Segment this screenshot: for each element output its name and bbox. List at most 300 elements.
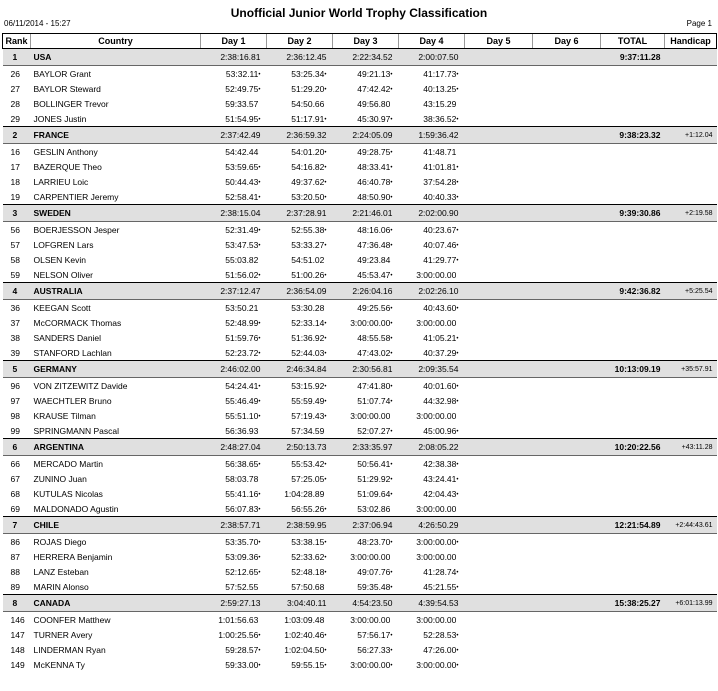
- rider-day5: [465, 534, 533, 550]
- rider-total: [601, 300, 665, 316]
- rider-time: 56:27.33: [357, 644, 391, 655]
- rider-day5: [465, 501, 533, 517]
- rider-number: 28: [10, 98, 20, 109]
- counting-time-marker-icon: •: [390, 569, 393, 576]
- rider-time: 40:23.67: [423, 224, 457, 235]
- rider-time: 53:38.15: [291, 536, 325, 547]
- counting-time-marker-icon: •: [456, 242, 459, 249]
- rider-name: LOFGREN Lars: [33, 239, 94, 250]
- nation-total: 9:38:23.32: [601, 127, 665, 144]
- rider-day6: [533, 378, 601, 394]
- rider-day-time: [399, 501, 465, 517]
- rider-day6: [533, 408, 601, 423]
- rider-row: [3, 456, 717, 472]
- rider-number: 27: [10, 83, 20, 94]
- rider-day-time: [333, 534, 399, 550]
- counting-time-marker-icon: •: [324, 320, 327, 327]
- rider-number: 69: [10, 503, 20, 514]
- rider-total: [601, 471, 665, 486]
- rider-number: 99: [10, 425, 20, 436]
- rider-row: [3, 564, 717, 579]
- counting-time-marker-icon: •: [324, 569, 327, 576]
- rider-time: 52:58.41: [225, 191, 259, 202]
- rider-number: 56: [10, 224, 20, 235]
- rider-handicap: [665, 159, 717, 174]
- rider-time: 47:26.00: [423, 644, 457, 655]
- counting-time-marker-icon: •: [324, 86, 327, 93]
- counting-time-marker-icon: •: [390, 632, 393, 639]
- nation-handicap: +35:57.91: [665, 361, 717, 378]
- rider-day5: [465, 612, 533, 628]
- rider-time: 43:24.41: [423, 473, 457, 484]
- rider-handicap: [665, 96, 717, 111]
- rider-day6: [533, 159, 601, 174]
- nation-name: AUSTRALIA: [31, 283, 201, 300]
- rider-time: 3:00:00.00: [350, 614, 391, 625]
- nation-day-time: 2:36:54.09: [267, 283, 333, 300]
- rider-day-time: [267, 423, 333, 439]
- nation-day6: [533, 127, 601, 144]
- rider-time: 59:33.57: [225, 98, 259, 109]
- nation-name: FRANCE: [31, 127, 201, 144]
- rider-handicap: [665, 657, 717, 672]
- rider-number: 88: [10, 566, 20, 577]
- header-row: [3, 34, 717, 49]
- rider-name: BOERJESSON Jesper: [33, 224, 120, 235]
- rider-handicap: [665, 315, 717, 330]
- rider-time: 52:55.38: [291, 224, 325, 235]
- rider-total: [601, 111, 665, 127]
- counting-time-marker-icon: •: [324, 242, 327, 249]
- rider-handicap: [665, 237, 717, 252]
- rider-total: [601, 222, 665, 238]
- rider-name: NELSON Oliver: [33, 269, 94, 280]
- rider-time: 59:35.48: [357, 581, 391, 592]
- rider-handicap: [665, 222, 717, 238]
- rider-row: [3, 393, 717, 408]
- nation-total: 12:21:54.89: [601, 517, 665, 534]
- rider-time: 3:00:00.00: [350, 317, 391, 328]
- rider-row: [3, 423, 717, 439]
- rider-day-time: [267, 456, 333, 472]
- rider-number: 66: [10, 458, 20, 469]
- nation-day5: [465, 595, 533, 612]
- counting-time-marker-icon: •: [324, 272, 327, 279]
- rider-day-time: [267, 642, 333, 657]
- counting-time-marker-icon: •: [456, 71, 459, 78]
- rider-day-time: [399, 330, 465, 345]
- counting-time-marker-icon: •: [456, 398, 459, 405]
- rider-day-time: [399, 456, 465, 472]
- nation-day6: [533, 439, 601, 456]
- nation-day5: [465, 361, 533, 378]
- nation-name: SWEDEN: [31, 205, 201, 222]
- rider-day-time: [333, 393, 399, 408]
- rider-row: [3, 345, 717, 361]
- rider-day-time: [399, 345, 465, 361]
- counting-time-marker-icon: •: [258, 194, 261, 201]
- rider-time: 41:29.77: [423, 254, 457, 265]
- rider-time: 45:30.97: [357, 113, 391, 124]
- rider-day6: [533, 627, 601, 642]
- rider-time: 51:29.20: [291, 83, 325, 94]
- nation-day-time: 2:22:34.52: [333, 49, 399, 66]
- rider-day-time: [201, 579, 267, 595]
- rider-day-time: [399, 66, 465, 82]
- nation-handicap: [665, 49, 717, 66]
- rider-time: 54:24.41: [225, 380, 259, 391]
- rider-day5: [465, 315, 533, 330]
- rider-number: 68: [10, 488, 20, 499]
- rider-number: 89: [10, 581, 20, 592]
- rider-row: [3, 96, 717, 111]
- rider-name: SPRINGMANN Pascal: [33, 425, 119, 436]
- nation-day-time: 2:37:28.91: [267, 205, 333, 222]
- rider-day5: [465, 267, 533, 283]
- counting-time-marker-icon: •: [456, 584, 459, 591]
- rider-day-time: [201, 267, 267, 283]
- rider-row: [3, 330, 717, 345]
- nation-day-time: 2:50:13.73: [267, 439, 333, 456]
- counting-time-marker-icon: •: [390, 179, 393, 186]
- nation-name: CHILE: [31, 517, 201, 534]
- rider-time: 51:00.26: [291, 269, 325, 280]
- counting-time-marker-icon: •: [390, 584, 393, 591]
- counting-time-marker-icon: •: [258, 506, 261, 513]
- rider-day-time: [201, 66, 267, 82]
- nation-day-time: 2:59:27.13: [201, 595, 267, 612]
- rider-day6: [533, 549, 601, 564]
- rider-time: 57:56.17: [357, 629, 391, 640]
- counting-time-marker-icon: •: [456, 116, 459, 123]
- rider-day-time: [333, 471, 399, 486]
- rider-day6: [533, 96, 601, 111]
- rider-day-time: [267, 96, 333, 111]
- rider-day5: [465, 81, 533, 96]
- counting-time-marker-icon: •: [456, 539, 459, 546]
- counting-time-marker-icon: •: [258, 662, 261, 669]
- rider-name: GESLIN Anthony: [33, 146, 98, 157]
- rider-time: 56:07.83: [225, 503, 259, 514]
- rider-day-time: [267, 345, 333, 361]
- rider-day5: [465, 66, 533, 82]
- rider-day-time: [399, 486, 465, 501]
- rider-total: [601, 330, 665, 345]
- rider-handicap: [665, 612, 717, 628]
- rider-day-time: [399, 564, 465, 579]
- rider-day6: [533, 330, 601, 345]
- rider-name: STANFORD Lachlan: [33, 347, 112, 358]
- rider-day-time: [201, 222, 267, 238]
- rider-handicap: [665, 627, 717, 642]
- nation-name: USA: [31, 49, 201, 66]
- counting-time-marker-icon: •: [456, 86, 459, 93]
- counting-time-marker-icon: •: [456, 350, 459, 357]
- rider-number: 96: [10, 380, 20, 391]
- rider-day-time: [333, 189, 399, 205]
- counting-time-marker-icon: •: [456, 569, 459, 576]
- counting-time-marker-icon: •: [390, 476, 393, 483]
- rider-time: 53:33.27: [291, 239, 325, 250]
- rider-day6: [533, 501, 601, 517]
- rider-day-time: [201, 642, 267, 657]
- rider-name: MERCADO Martin: [33, 458, 103, 469]
- rider-number: 97: [10, 395, 20, 406]
- counting-time-marker-icon: •: [390, 461, 393, 468]
- rider-row: [3, 471, 717, 486]
- rider-day-time: [333, 66, 399, 82]
- rider-time: 41:17.73: [423, 68, 457, 79]
- rider-day6: [533, 300, 601, 316]
- counting-time-marker-icon: •: [324, 164, 327, 171]
- counting-time-marker-icon: •: [456, 662, 459, 669]
- rider-day6: [533, 222, 601, 238]
- rider-number: 146: [10, 614, 25, 625]
- nation-day-time: 3:04:40.11: [267, 595, 333, 612]
- rider-day-time: [399, 315, 465, 330]
- rider-row: [3, 627, 717, 642]
- rider-time: 49:07.76: [357, 566, 391, 577]
- rider-time: 54:16.82: [291, 161, 325, 172]
- nation-day5: [465, 49, 533, 66]
- rider-time: 52:33.14: [291, 317, 325, 328]
- rider-row: [3, 642, 717, 657]
- rider-day-time: [333, 222, 399, 238]
- rider-day-time: [267, 174, 333, 189]
- counting-time-marker-icon: •: [390, 539, 393, 546]
- rider-day5: [465, 423, 533, 439]
- rider-handicap: [665, 501, 717, 517]
- rider-time: 41:05.21: [423, 332, 457, 343]
- counting-time-marker-icon: •: [390, 350, 393, 357]
- nation-handicap: +1:12.04: [665, 127, 717, 144]
- counting-time-marker-icon: •: [390, 86, 393, 93]
- rider-number: 86: [10, 536, 20, 547]
- counting-time-marker-icon: •: [258, 320, 261, 327]
- nation-row: [3, 595, 717, 612]
- rider-time: 3:00:00.00: [416, 503, 457, 514]
- rider-day-time: [201, 408, 267, 423]
- rider-time: 48:33.41: [357, 161, 391, 172]
- rider-row: [3, 159, 717, 174]
- rider-name: BAZERQUE Theo: [33, 161, 102, 172]
- nation-day6: [533, 283, 601, 300]
- rider-day-time: [399, 144, 465, 160]
- rider-day-time: [399, 378, 465, 394]
- rider-time: 3:00:00.00: [350, 410, 391, 421]
- rider-total: [601, 657, 665, 672]
- rider-time: 41:01.81: [423, 161, 457, 172]
- rider-day5: [465, 174, 533, 189]
- rider-day5: [465, 627, 533, 642]
- rider-day6: [533, 657, 601, 672]
- rider-time: 53:02.86: [357, 503, 391, 514]
- rider-time: 54:51.02: [291, 254, 325, 265]
- rider-time: 3:00:00.00: [416, 536, 457, 547]
- counting-time-marker-icon: •: [324, 413, 327, 420]
- counting-time-marker-icon: •: [390, 194, 393, 201]
- rider-time: 1:03:09.48: [284, 614, 325, 625]
- rider-total: [601, 642, 665, 657]
- rider-total: [601, 501, 665, 517]
- rider-handicap: [665, 486, 717, 501]
- rider-day-time: [399, 423, 465, 439]
- rider-time: 40:37.29: [423, 347, 457, 358]
- nation-rank: 8: [3, 595, 31, 612]
- rider-day-time: [201, 486, 267, 501]
- rider-time: 52:33.62: [291, 551, 325, 562]
- rider-day6: [533, 456, 601, 472]
- rider-day-time: [333, 627, 399, 642]
- rider-time: 51:54.95: [225, 113, 259, 124]
- nation-day-time: 2:02:00.90: [399, 205, 465, 222]
- nation-day5: [465, 205, 533, 222]
- nation-name: CANADA: [31, 595, 201, 612]
- counting-time-marker-icon: •: [324, 179, 327, 186]
- rider-time: 1:00:25.56: [218, 629, 259, 640]
- rider-time: 52:12.65: [225, 566, 259, 577]
- nation-rank: 3: [3, 205, 31, 222]
- rider-day6: [533, 423, 601, 439]
- rider-day-time: [201, 300, 267, 316]
- nation-row: [3, 205, 717, 222]
- rider-day6: [533, 642, 601, 657]
- rider-day-time: [399, 408, 465, 423]
- rider-time: 3:00:00.00: [416, 317, 457, 328]
- rider-day-time: [267, 66, 333, 82]
- rider-number: 98: [10, 410, 20, 421]
- nation-day-time: 1:59:36.42: [399, 127, 465, 144]
- rider-number: 38: [10, 332, 20, 343]
- col-header-day2: Day 2: [267, 34, 333, 49]
- rider-time: 3:00:00.00: [416, 551, 457, 562]
- rider-row: [3, 378, 717, 394]
- rider-total: [601, 144, 665, 160]
- rider-handicap: [665, 345, 717, 361]
- rider-day5: [465, 330, 533, 345]
- rider-day-time: [267, 237, 333, 252]
- rider-time: 52:28.53: [423, 629, 457, 640]
- rider-row: [3, 612, 717, 628]
- rider-day-time: [333, 549, 399, 564]
- counting-time-marker-icon: •: [390, 227, 393, 234]
- rider-name: CARPENTIER Jeremy: [33, 191, 119, 202]
- nation-handicap: +6:01:13.99: [665, 595, 717, 612]
- counting-time-marker-icon: •: [258, 383, 261, 390]
- counting-time-marker-icon: •: [324, 71, 327, 78]
- rider-number: 18: [10, 176, 20, 187]
- rider-day5: [465, 144, 533, 160]
- nation-day6: [533, 205, 601, 222]
- rider-time: 55:51.10: [225, 410, 259, 421]
- rider-time: 1:01:56.63: [218, 614, 259, 625]
- rider-handicap: [665, 144, 717, 160]
- classification-table: [2, 33, 717, 672]
- rider-total: [601, 96, 665, 111]
- rider-day5: [465, 159, 533, 174]
- counting-time-marker-icon: •: [456, 305, 459, 312]
- counting-time-marker-icon: •: [390, 149, 393, 156]
- rider-day-time: [267, 222, 333, 238]
- counting-time-marker-icon: •: [258, 398, 261, 405]
- rider-day-time: [201, 345, 267, 361]
- rider-time: 51:29.92: [357, 473, 391, 484]
- page-title: Unofficial Junior World Trophy Classification: [230, 6, 488, 20]
- rider-day6: [533, 66, 601, 82]
- rider-day-time: [267, 189, 333, 205]
- rider-time: 53:32.11: [225, 68, 259, 79]
- counting-time-marker-icon: •: [324, 506, 327, 513]
- rider-day-time: [267, 330, 333, 345]
- rider-total: [601, 237, 665, 252]
- counting-time-marker-icon: •: [258, 116, 261, 123]
- rider-day-time: [267, 612, 333, 628]
- rider-day-time: [267, 315, 333, 330]
- rider-name: KUTULAS Nicolas: [33, 488, 103, 499]
- rider-day-time: [399, 471, 465, 486]
- rider-time: 3:00:00.00: [350, 551, 391, 562]
- rider-name: BOLLINGER Trevor: [33, 98, 109, 109]
- rider-time: 47:41.80: [357, 380, 391, 391]
- rider-row: [3, 300, 717, 316]
- rider-time: 48:23.70: [357, 536, 391, 547]
- counting-time-marker-icon: •: [456, 428, 459, 435]
- rider-name: BAYLOR Grant: [33, 68, 91, 79]
- rider-handicap: [665, 471, 717, 486]
- rider-row: [3, 81, 717, 96]
- rider-day-time: [267, 159, 333, 174]
- counting-time-marker-icon: •: [456, 194, 459, 201]
- rider-number: 37: [10, 317, 20, 328]
- rider-time: 57:19.43: [291, 410, 325, 421]
- nation-day-time: 4:54:23.50: [333, 595, 399, 612]
- counting-time-marker-icon: •: [456, 164, 459, 171]
- counting-time-marker-icon: •: [324, 194, 327, 201]
- rider-time: 59:33.00: [225, 659, 259, 670]
- counting-time-marker-icon: •: [456, 383, 459, 390]
- rider-day-time: [201, 111, 267, 127]
- rider-day-time: [333, 612, 399, 628]
- rider-handicap: [665, 174, 717, 189]
- counting-time-marker-icon: •: [258, 164, 261, 171]
- rider-day-time: [333, 174, 399, 189]
- counting-time-marker-icon: •: [258, 272, 261, 279]
- col-header-day5: Day 5: [465, 34, 533, 49]
- rider-time: 53:35.70: [225, 536, 259, 547]
- rider-name: TURNER Avery: [33, 629, 93, 640]
- nation-row: [3, 361, 717, 378]
- rider-row: [3, 252, 717, 267]
- rider-name: COONFER Matthew: [33, 614, 111, 625]
- rider-day-time: [399, 612, 465, 628]
- rider-time: 49:23.84: [357, 254, 391, 265]
- rider-time: 49:28.75: [357, 146, 391, 157]
- rider-day-time: [399, 81, 465, 96]
- rider-time: 3:00:00.00: [416, 659, 457, 670]
- rider-total: [601, 81, 665, 96]
- counting-time-marker-icon: •: [258, 461, 261, 468]
- rider-name: KRAUSE Tilman: [33, 410, 96, 421]
- rider-time: 55:41.16: [225, 488, 259, 499]
- rider-day5: [465, 378, 533, 394]
- rider-day-time: [201, 393, 267, 408]
- nation-row: [3, 439, 717, 456]
- rider-name: McKENNA Ty: [33, 659, 85, 670]
- nation-row: [3, 517, 717, 534]
- counting-time-marker-icon: •: [324, 149, 327, 156]
- rider-row: [3, 144, 717, 160]
- rider-handicap: [665, 66, 717, 82]
